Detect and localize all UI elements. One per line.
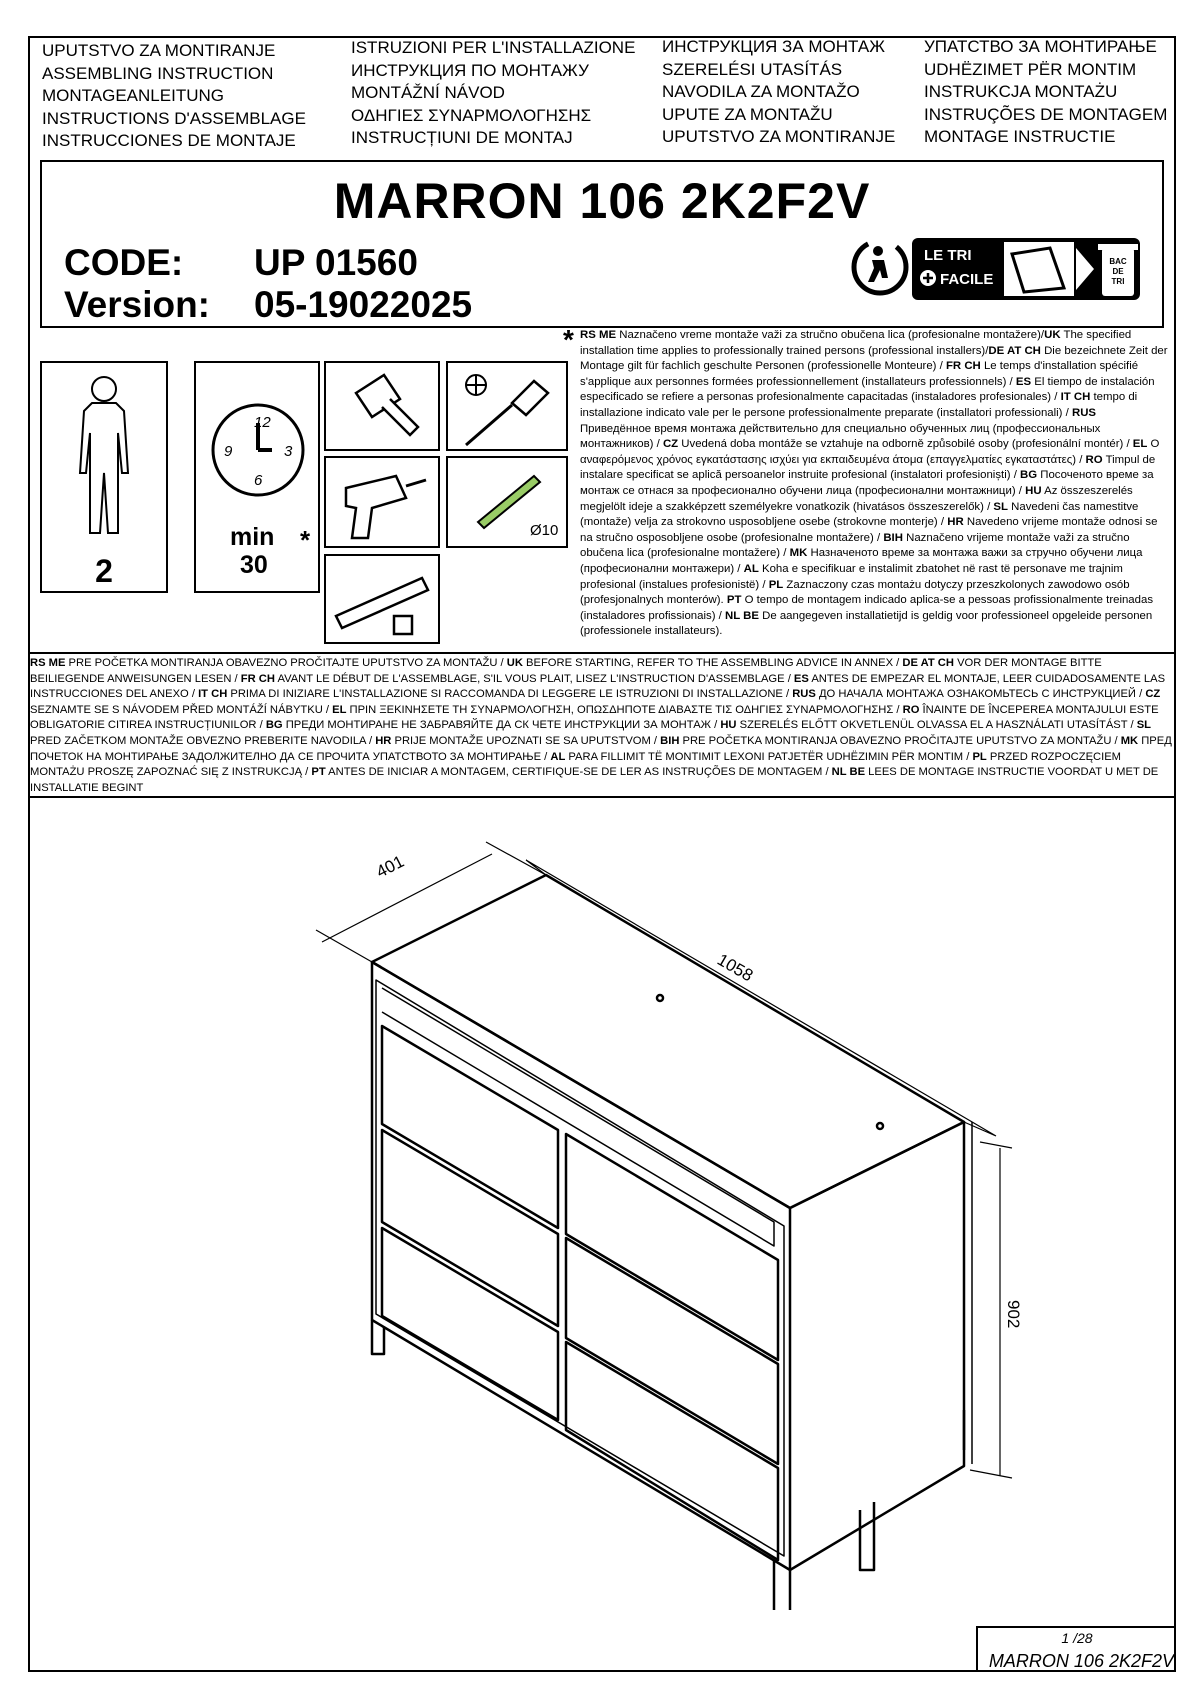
language-code: FR CH	[945, 360, 981, 373]
language-code: HU	[1025, 484, 1042, 497]
dresser-side	[790, 1122, 964, 1570]
title-column-4	[924, 36, 1167, 149]
width-value: 1058	[714, 950, 757, 986]
language-text: SZERELÉS ELŐTT OKVETLENÜL OLVASSA EL A HASZNÁLATI UTASÍTÁST /	[736, 719, 1137, 732]
language-text: Приведённое время монтажа действительно для специально обученных лиц (профессиональных монтажников) /	[580, 422, 1101, 451]
leg	[860, 1502, 874, 1570]
title-line: UPUTE ZA MONTAŽU	[662, 104, 833, 124]
clock-6: 6	[254, 472, 263, 489]
recycling-logo	[850, 234, 1150, 304]
page-number: 1 /28	[1061, 1630, 1093, 1646]
drill-icon	[326, 458, 438, 546]
title-line: INSTRUKCJA MONTAŻU	[924, 82, 1118, 101]
title-column-1	[42, 40, 306, 153]
clock-12: 12	[254, 414, 271, 431]
language-code: RUS	[792, 688, 816, 701]
language-code: BG	[1020, 469, 1038, 482]
product-name: MARRON 106 2K2F2V	[333, 173, 871, 229]
time-value: 30	[240, 551, 268, 579]
logo-line-1: LE TRI	[924, 247, 972, 264]
language-code: SL	[993, 500, 1008, 513]
language-text: PRE POČETKA MONTIRANJA OBAVEZNO PROČITAJTE UPUTSTVO ZA MONTAŽU /	[65, 657, 507, 669]
language-code: UK	[1044, 329, 1061, 341]
language-code: RO	[902, 703, 920, 716]
language-text: PRIJE MONTAŽE UPOZNATI SE SA UPUTSTVOM /	[391, 734, 661, 747]
language-code: PT	[311, 766, 326, 779]
code-row	[64, 242, 418, 284]
language-text: AVANT LE DÉBUT DE L'ASSEMBLAGE, S'IL VOUS PLAIT, LISEZ L'INSTRUCTION D'ASSEMBLAGE /	[274, 672, 794, 685]
language-text: LEES DE MONTAGE INSTRUCTIE VOORDAT U MET DE INSTALLATIE BEGINT	[30, 766, 1159, 794]
language-text: ÎNAINTE DE ÎNCEPEREA MONTAJULUI ESTE OBLIGATORIE CITIREA INSTRUCȚIUNILOR /	[30, 703, 1159, 732]
language-text: Koha e specifikuar e instalimit zbatohet në rast të personave me trajnim profesional (instalues profesionistë) /	[580, 562, 1123, 591]
svg-text:TRI: TRI	[1111, 277, 1125, 286]
title-line: UPUTSTVO ZA MONTIRANJE	[662, 127, 896, 146]
product-box	[40, 160, 1164, 328]
version-row	[64, 284, 472, 326]
language-code: BG	[265, 719, 283, 732]
persons-count: 2	[95, 553, 113, 589]
page-footer	[976, 1626, 1176, 1672]
title-line: ИНСТРУКЦИЯ ПО МОНТАЖУ	[351, 60, 589, 80]
language-text: Uvedená doba montáže se vztahuje na odborně způsobilé osoby (profesionální montér) /	[678, 438, 1133, 451]
language-code: HU	[720, 719, 737, 732]
language-text: Navedeno vrijeme montaže odnosi se na stručno osposobljene osobe (profesionalne montažere) /	[580, 516, 1158, 544]
language-code: AL	[550, 750, 566, 763]
language-text: SEZNAMTE SE S NÁVODEM PŘED MONTÁŽÍ NÁBYTKU /	[30, 703, 333, 716]
title-line: NAVODILA ZA MONTAŽO	[662, 82, 860, 101]
language-code: NL BE	[831, 766, 866, 779]
language-text: ΠΡΙΝ ΞΕΚΙΝΗΣΕΤΕ ΤΗ ΣΥΝΑΡΜΟΛΟΓΗΣΗ, ΟΠΩΣΔΗΠΟΤΕ ΔΙΑΒΑΣΤΕ ΤΙΣ ΟΔΗΓΙΕΣ ΣΥΝΑΡΜΟΛΟΓΗΣΗΣ /	[346, 703, 903, 716]
note-star: *	[563, 324, 574, 355]
language-text: ПРЕДИ МОНТИРАНЕ НЕ ЗАБРАВЯЙТЕ ДА СК ЧЕТЕ ИНСТРУКЦИИ ЗА МОНТАЖ /	[282, 719, 721, 732]
title-line: УПАТСТВО ЗА МОНТИРАЊЕ	[924, 37, 1157, 56]
language-code: ES	[793, 672, 809, 685]
language-code: EL	[332, 703, 347, 716]
language-code: PL	[972, 750, 987, 763]
title-line: UDHËZIMET PËR MONTIM	[924, 59, 1137, 79]
language-text: ДО НАЧАЛА МОНТАЖА ОЗНАКОМЬТЕСЬ С ИНСТРУКЦИЕЙ /	[815, 688, 1146, 701]
hammer-box	[324, 361, 440, 451]
language-text: Timpul de instalare specificat se aplică persoanelor instruite profesional (instalatori profesioniști) /	[580, 453, 1156, 482]
language-text: PRIMA DI INIZIARE L'INSTALLAZIONE SI RACCOMANDA DI LEGGERE LE ISTRUZIONI DI INSTALLAZIONE /	[227, 688, 793, 701]
language-text: El tiempo de instalación especificado se refiere a personas profesionalmente capacitadas (instaladores profesionales) /	[580, 375, 1155, 404]
product-version: 05-19022025	[254, 284, 473, 325]
title-line: SZERELÉSI UTASÍTÁS	[662, 59, 843, 79]
language-code: UK	[506, 657, 523, 669]
language-text: Naznačeno vreme montaže važi za stručno obučena lica (profesionalne montažere)/	[616, 329, 1045, 341]
version-label: Version:	[64, 284, 210, 325]
language-code: CZ	[662, 438, 679, 451]
drill-bit-size: Ø10	[530, 522, 559, 539]
language-code: RS ME	[30, 657, 66, 669]
language-text: PRED ZAČETKOM MONTAŽE OBVEZNO PREBERITE NAVODILA /	[30, 734, 376, 747]
bin-icon	[1098, 244, 1138, 296]
clock-9: 9	[224, 443, 233, 460]
language-code: PL	[768, 578, 784, 591]
language-code: HR	[375, 734, 392, 747]
time-star: *	[300, 525, 311, 555]
assembly-time-note	[580, 328, 1170, 640]
language-code: AL	[743, 562, 759, 575]
title-line: ΟΔΗΓΙΕΣ ΣΥΝΑΡΜΟΛΟΓΗΣΗΣ	[351, 105, 592, 125]
language-code: NL BE	[724, 609, 759, 622]
screwdriver-box	[446, 361, 568, 451]
clock-3: 3	[284, 443, 293, 460]
title-line: UPUTSTVO ZA MONTIRANJE	[42, 41, 276, 60]
spirit-level-icon	[326, 556, 438, 642]
language-text: The specified installation time applies to professionally trained persons (professional installers)/	[580, 329, 1132, 357]
code-label: CODE:	[64, 242, 184, 283]
title-line: MONTÁŽNÍ NÁVOD	[351, 83, 505, 102]
level-box	[324, 554, 440, 644]
drawer	[382, 1228, 558, 1420]
svg-text:DE: DE	[1112, 267, 1124, 276]
language-text: PRZED ROZPOCZĘCIEM MONTAŻU PROSZĘ ZAPOZNAĆ SIĘ Z INSTRUKCJĄ /	[30, 750, 1122, 779]
drawer	[566, 1134, 778, 1360]
title-line: ASSEMBLING INSTRUCTION	[42, 63, 274, 83]
assembly-warning	[28, 652, 1176, 798]
svg-text:BAC: BAC	[1109, 257, 1127, 266]
persons-box	[40, 361, 168, 593]
language-code: BIH	[883, 531, 903, 544]
title-line: INSTRUCCIONES DE MONTAJE	[42, 131, 296, 150]
language-text: PRE POČETKA MONTIRANJA OBAVEZNO PROČITAJTE UPUTSTVO ZA MONTAŽU /	[679, 734, 1121, 747]
title-line: MONTAGE INSTRUCTIE	[924, 127, 1116, 146]
language-code: CZ	[1145, 688, 1161, 701]
language-text: Le temps d'installation spécifié s'applique aux personnes formées professionnellement (installateurs professionnels) /	[580, 360, 1139, 388]
clock-icon	[196, 363, 318, 503]
language-text: De aangegeven installatietijd is geldig voor professioneel opgeleide personen (professionele installateurs).	[580, 609, 1153, 638]
depth-value: 401	[373, 851, 408, 882]
language-code: RUS	[1071, 406, 1097, 419]
language-text: Посоченото време за монтаж се отнася за професионално обучени лица (професионални монтажници) /	[580, 469, 1154, 497]
language-code: IT CH	[198, 688, 228, 701]
screwdriver-icon	[448, 363, 566, 449]
logo-line-2: FACILE	[940, 271, 994, 288]
time-box	[194, 361, 320, 593]
dresser-drawing	[300, 830, 1060, 1610]
title-line: ИНСТРУКЦИЯ ЗА МОНТАЖ	[662, 37, 885, 56]
title-line: MONTAGEANLEITUNG	[42, 86, 224, 105]
language-text: Navedeni čas namestitve (montaže) velja za strokovno usposobljene osebe (strokovne monterje) /	[580, 500, 1139, 529]
language-text: Назначеното време за монтажа важи за стручно обучени лица (професионални монтажери) /	[580, 547, 1143, 575]
language-text: VOR DER MONTAGE BITTE BEILIEGENDE ANWEISUNGEN LESEN /	[30, 657, 1102, 685]
drill-box	[324, 456, 440, 548]
language-text: Az összeszerelés megjelölt ideje a szakképzett személyekre vonatkozik (hivatásos összeszerelők) /	[580, 484, 1133, 513]
drawer	[382, 1130, 558, 1326]
language-text: Zaznaczony czas montażu dotyczy przeszkolonych zawodowo osób (profesjonalnych monterów).	[580, 578, 1130, 607]
language-text: ПРЕД ПОЧЕТОК НА МОНТИРАЊЕ ЗАДОЛЖИТЕЛНО ДА СЕ ПРОЧИТА УПАТСТВОТО ЗА МОНТИРАЊЕ /	[30, 734, 1172, 763]
drawer	[566, 1342, 778, 1560]
language-code: RS ME	[580, 329, 617, 341]
depth-dimension	[316, 842, 546, 962]
language-code: BIH	[660, 734, 680, 747]
product-code: UP 01560	[254, 242, 418, 283]
language-text: tempo di installazione indicato vale per le persone professionalmente preparate (installatori professionali) /	[580, 391, 1138, 419]
title-line: INSTRUCTIONS D'ASSEMBLAGE	[42, 108, 306, 128]
title-line: INSTRUÇÕES DE MONTAGEM	[924, 104, 1168, 124]
title-column-3	[662, 36, 895, 149]
language-code: DE AT CH	[988, 344, 1041, 357]
height-value: 902	[1004, 1300, 1023, 1329]
language-code: ES	[1015, 375, 1032, 388]
drawer	[566, 1238, 778, 1464]
language-text: ANTES DE INICIAR A MONTAGEM, CERTIFIQUE-SE DE LER AS INSTRUÇÕES DE MONTAGEM /	[325, 766, 832, 779]
language-text: PARA FILLIMIT TË MONTIMIT LEXONI PATJETËR UDHËZIMIN PËR MONTIM /	[565, 750, 973, 763]
title-column-2	[351, 37, 635, 150]
time-min-label: min	[230, 523, 275, 551]
language-code: FR CH	[240, 672, 275, 685]
language-code: IT CH	[1060, 391, 1091, 404]
language-code: HR	[947, 516, 964, 529]
title-line: ISTRUZIONI PER L'INSTALLAZIONE	[351, 38, 636, 57]
language-code: SL	[1136, 719, 1151, 732]
language-text: BEFORE STARTING, REFER TO THE ASSEMBLING ADVICE IN ANNEX /	[522, 657, 903, 669]
language-code: PT	[726, 594, 742, 607]
dresser-front	[372, 962, 790, 1570]
language-code: DE AT CH	[902, 657, 954, 669]
language-code: MK	[789, 547, 808, 560]
language-text: ANTES DE EMPEZAR EL MONTAJE, LEER CUIDADOSAMENTE LAS INSTRUCCIONES DEL ANEXO /	[30, 672, 1166, 701]
footer-product-name: MARRON 106 2K2F2V	[988, 1651, 1174, 1671]
language-text: O tempo de montagem indicado aplica-se a pessoas profissionalmente treinadas (instaladores profissionais) /	[580, 594, 1154, 622]
language-code: RO	[1085, 453, 1103, 466]
language-code: EL	[1132, 438, 1148, 451]
language-code: MK	[1120, 734, 1139, 747]
language-text: Die bezeichnete Zeit der Montage gilt für fachlich geschulte Personen (professionelle Monteure) /	[580, 344, 1168, 373]
language-text: Ο αναφερόμενος χρόνος εγκατάστασης ισχύει για εκπαιδευμένα άτομα (επαγγελματίες εγκαταστάτες) /	[580, 438, 1160, 466]
hammer-icon	[326, 363, 438, 449]
title-line: INSTRUCȚIUNI DE MONTAJ	[351, 128, 573, 147]
language-text: Naznačeno vrijeme montaže važi za stručno obučena lica (profesionalne montažere) /	[580, 531, 1130, 560]
triman-icon	[854, 241, 906, 293]
drill-bit-box	[446, 456, 568, 548]
